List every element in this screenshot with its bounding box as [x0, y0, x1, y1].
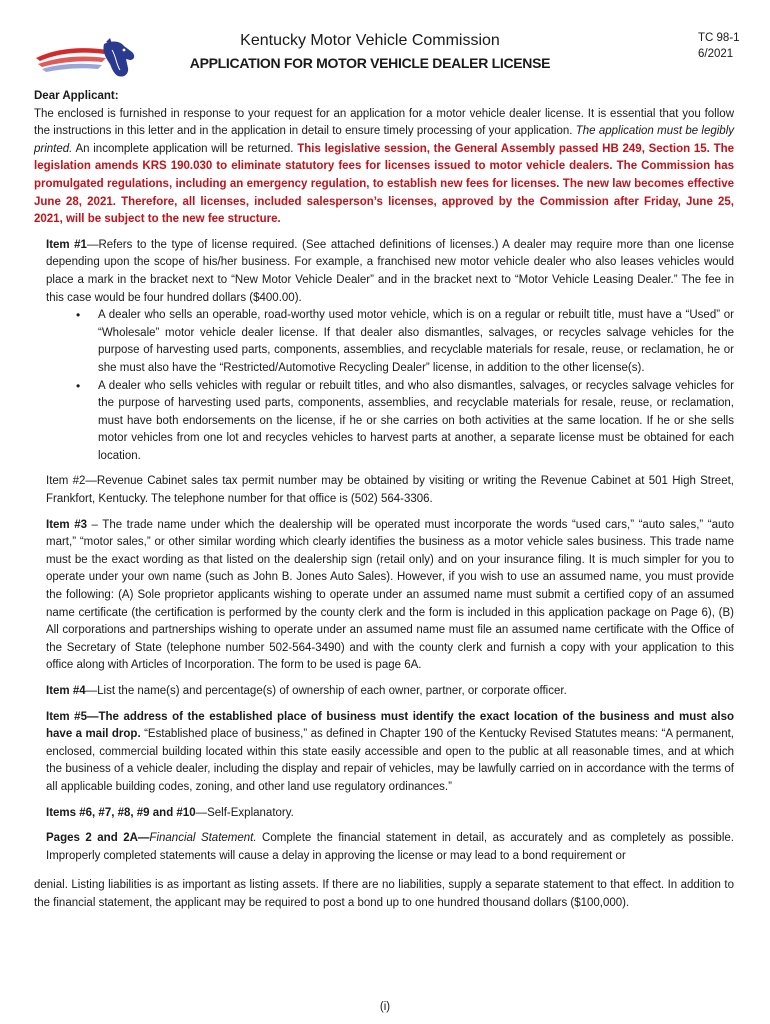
form-code	[698, 30, 740, 62]
continuation-paragraph: denial. Listing liabilities is as important as listing assets. If there are no liabilities, supply a separate statement to that effect. In addition to the financial statement, the applicant may be required to post a bond up to one hundred thousand dollars ($100,000).	[34, 879, 734, 909]
intro-tail: An incomplete application will be returned.	[75, 142, 294, 155]
item-4-label: Item #4	[46, 685, 86, 697]
pages-label: Pages 2 and 2A—	[46, 832, 150, 845]
items-6-10-text: —Self-Explanatory.	[195, 806, 294, 819]
intro-text: The enclosed is furnished in response to your request for an application for a motor vehicle dealer license. It is essential that you follow the instructions in this letter and in the application in detail to ensure timely processing of your application.	[34, 107, 734, 138]
item-2-label: Item #2	[46, 475, 86, 488]
item-2-text: —Revenue Cabinet sales tax permit number may be obtained by visiting or writing the Revenue Cabinet at 501 High Street, Frankfort, Kentucky. The telephone number for that office is (502) 564-3306.	[46, 475, 734, 506]
items-6-10	[34, 805, 734, 823]
item-4	[34, 683, 734, 701]
intro-paragraph	[34, 106, 734, 229]
item-3-label: Item #3	[46, 518, 87, 531]
item-5-label: Item #5	[46, 710, 87, 723]
item-3	[34, 517, 734, 675]
pages-italic: Financial Statement.	[149, 832, 257, 845]
item-2	[34, 473, 734, 508]
legislation-notice: This legislative session, the General Assembly passed HB 249, Section 15. The legislation amends KRS 190.030 to eliminate statutory fees for licenses issued to motor vehicle dealers. The Commission has promulgated regulations, including an emergency regulation, to establish new fees for licenses. The new law becomes effective June 28, 2021. Therefore, all licenses, included salesperson’s licenses, approved by the Commission after Friday, June 25, 2021, will be subject to the new fee structure.	[34, 142, 735, 226]
item-1-text: —Refers to the type of license required. (See attached definitions of licenses.) A dealer may require more than one license depending upon the scope of his/her business. For example, a franchised new motor vehicle dealer who also leases vehicles would place a mark in the bracket next to “New Motor Vehicle Dealer” and in the bracket next to “Motor Vehicle Leasing Dealer.” The fee in this case would be four hundred dollars ($400.00).	[46, 238, 734, 304]
document-header	[160, 30, 580, 74]
items-6-10-label: Items #6, #7, #8, #9 and #10	[46, 806, 196, 819]
item-4-text: —List the name(s) and percentage(s) of ownership of each owner, partner, or corporate officer.	[85, 685, 567, 697]
item-3-text: – The trade name under which the dealership will be operated must incorporate the words “used cars,” “auto sales,” “auto mart,” “motor sales,” or other similar wording which clearly identifies the business as a motor vehicle sales business. This trade name must be the exact wording as that listed on the dealership sign (retail only) and on your insurance filing. It is much simpler for you to operate under your own name (such as John B. Jones Auto Sales). However, if you wish to use an assumed name, you must provide the following: (A) Sole proprietor applicants wishing to operate under an assumed name must submit a certified copy of an assumed name certificate (the certification is performed by the county clerk and the form is included in this application package on Page 6), (B) All corporations and partnerships wishing to operate under an assumed name must file an assumed name certificate with the Office of the Secretary of State (telephone number 502-564-3490) and with the county clerk and furnish a copy with your application to this office along with Articles of Incorporation. The form to be used is page 6A.	[46, 518, 734, 672]
bullet-item: • A dealer who sells vehicles with regular or rebuilt titles, and who also dismantles, salvages, or recycles salvage vehicles for the purpose of harvesting used parts, components, assemblies, and recyclable materials for resale, reuse, or reclamation, must have both endorsements on the license, if he or she carries on both activities at the same location. If he or she sells motor vehicles from one lot and recycles vehicles to harvest parts at another, a separate license must be obtained for each location.	[98, 378, 734, 466]
item-1-label: Item #1	[46, 238, 87, 251]
pages-2-2a	[34, 830, 734, 865]
license-bullets	[34, 307, 734, 465]
item-5-bold: —The address of the established place of business must identify the exact location of the business and must also have a mail drop.	[46, 710, 734, 741]
agency-name: Kentucky Motor Vehicle Commission	[240, 32, 500, 49]
intro-italic: The application must be legibly printed.	[34, 125, 734, 155]
form-date: 6/2021	[698, 48, 734, 60]
horse-head-logo	[34, 38, 142, 80]
letter-body	[34, 88, 734, 913]
form-title: APPLICATION FOR MOTOR VEHICLE DEALER LICENSE	[189, 55, 551, 71]
bullet-item: • A dealer who sells an operable, road-worthy used motor vehicle, which is on a regular or rebuilt title, must have a “Used” or “Wholesale” motor vehicle dealer license. If that dealer also dismantles, salvages, or recycles salvage vehicles for the purpose of harvesting used parts, components, assemblies, and recyclable materials for resale, reuse, or reclamation, he or she must also have the “Restricted/Automotive Recycling Dealer” license, in addition to the other license(s).	[98, 307, 734, 377]
pages-text: Complete the financial statement in detail, as accurately and as completely as possible. Improperly completed statements will cause a delay in approving the license or may lead to a bond requirement or	[46, 832, 734, 862]
item-5	[34, 709, 734, 797]
salutation: Dear Applicant:	[34, 90, 119, 102]
item-1	[34, 237, 734, 307]
item-5-text: “Established place of business,” as defined in Chapter 190 of the Kentucky Revised Statutes means: “A permanent, enclosed, commercial building located within this state easily accessible and open to the public at all reasonable times, and at which the business of a vehicle dealer, including the display and repair of vehicles, may be lawfully carried on in accordance with the terms of all applicable building codes, zoning, and other land use regulatory ordinances.”	[46, 728, 734, 793]
form-number: TC 98-1	[698, 32, 740, 44]
page-number: (i)	[379, 1001, 391, 1013]
